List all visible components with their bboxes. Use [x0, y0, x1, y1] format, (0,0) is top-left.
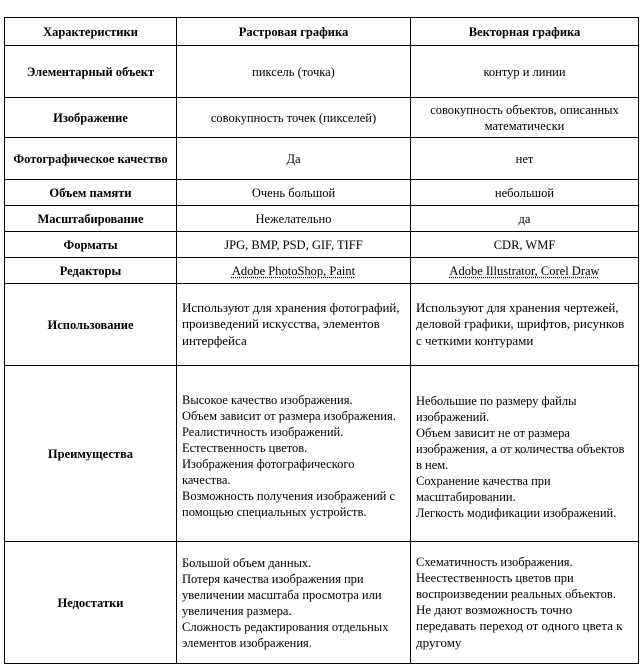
header-characteristics: Характеристики	[5, 18, 177, 46]
table-header-row	[5, 18, 639, 46]
table-row	[5, 180, 639, 206]
row-label-memory: Объем памяти	[5, 180, 177, 206]
vector-photo: нет	[411, 138, 639, 180]
raster-scaling: Нежелательно	[177, 206, 411, 232]
table-row	[5, 138, 639, 180]
list-item: Неестественность цветов при воспроизведении реальных объектов.	[416, 570, 616, 601]
raster-advantages	[177, 366, 411, 542]
table-row	[5, 284, 639, 366]
vector-advantages	[411, 366, 639, 542]
list-item: Изображения фотографического качества.	[182, 457, 355, 487]
raster-editors: Adobe PhotoShop, Paint	[231, 263, 356, 278]
vector-image: совокупность объектов, описанных математически	[411, 98, 639, 138]
vector-formats: CDR, WMF	[411, 232, 639, 258]
vector-editors: Adobe Illustrator, Corel Draw	[449, 263, 600, 278]
table-row	[5, 98, 639, 138]
raster-image: совокупность точек (пикселей)	[177, 98, 411, 138]
row-label-formats: Форматы	[5, 232, 177, 258]
table-row	[5, 366, 639, 542]
list-item: Высокое качество изображения.	[182, 393, 353, 407]
list-item: Объем зависит от размера изображения.	[182, 409, 396, 423]
raster-photo: Да	[177, 138, 411, 180]
raster-memory: Очень большой	[177, 180, 411, 206]
vector-usage: Используют для хранения чертежей, деловой графики, шрифтов, рисунков с четкими контурами	[411, 284, 639, 366]
row-label-element: Элементарный объект	[5, 46, 177, 98]
raster-disadvantages	[177, 542, 411, 664]
row-label-image: Изображение	[5, 98, 177, 138]
list-item: Реалистичность изображений.	[182, 425, 344, 439]
row-label-disadvantages: Недостатки	[5, 542, 177, 664]
list-item: Возможность получения изображений с помощью специальных устройств.	[182, 489, 395, 519]
table-row	[5, 258, 639, 284]
row-label-editors: Редакторы	[5, 258, 177, 284]
table-row	[5, 232, 639, 258]
row-label-scaling: Масштабирование	[5, 206, 177, 232]
raster-formats: JPG, BMP, PSD, GIF, TIFF	[177, 232, 411, 258]
list-item: Легкость модификации изображений.	[416, 506, 617, 520]
vector-scaling: да	[411, 206, 639, 232]
vector-disadvantages	[411, 542, 639, 664]
raster-element: пиксель (точка)	[177, 46, 411, 98]
row-label-advantages: Преимущества	[5, 366, 177, 542]
table-row	[5, 46, 639, 98]
row-label-photo: Фотографическое качество	[5, 138, 177, 180]
vector-memory: небольшой	[411, 180, 639, 206]
list-item: Не дают возможность точно передавать переход от одного цвета к другому	[416, 601, 623, 650]
list-item: Потеря качества изображения при увеличении масштаба просмотра или увеличения размера.	[182, 571, 382, 618]
header-vector: Векторная графика	[411, 18, 639, 46]
row-label-usage: Использование	[5, 284, 177, 366]
list-item: Сложность редактирования отдельных элементов изображения.	[182, 619, 389, 650]
list-item: Объем зависит не от размера изображения, а от количества объектов в нем.	[416, 426, 625, 472]
list-item: Сохранение качества при масштабировании.	[416, 474, 551, 504]
table-row	[5, 206, 639, 232]
raster-usage: Используют для хранения фотографий, произведений искусства, элементов интерфейса	[177, 284, 411, 366]
list-item: Небольшие по размеру файлы изображений.	[416, 394, 577, 424]
comparison-table	[4, 17, 639, 664]
vector-element: контур и линии	[411, 46, 639, 98]
list-item: Большой объем данных.	[182, 555, 312, 570]
table-row	[5, 542, 639, 664]
list-item: Естественность цветов.	[182, 441, 308, 455]
list-item: Схематичность изображения.	[416, 554, 573, 569]
header-raster: Растровая графика	[177, 18, 411, 46]
